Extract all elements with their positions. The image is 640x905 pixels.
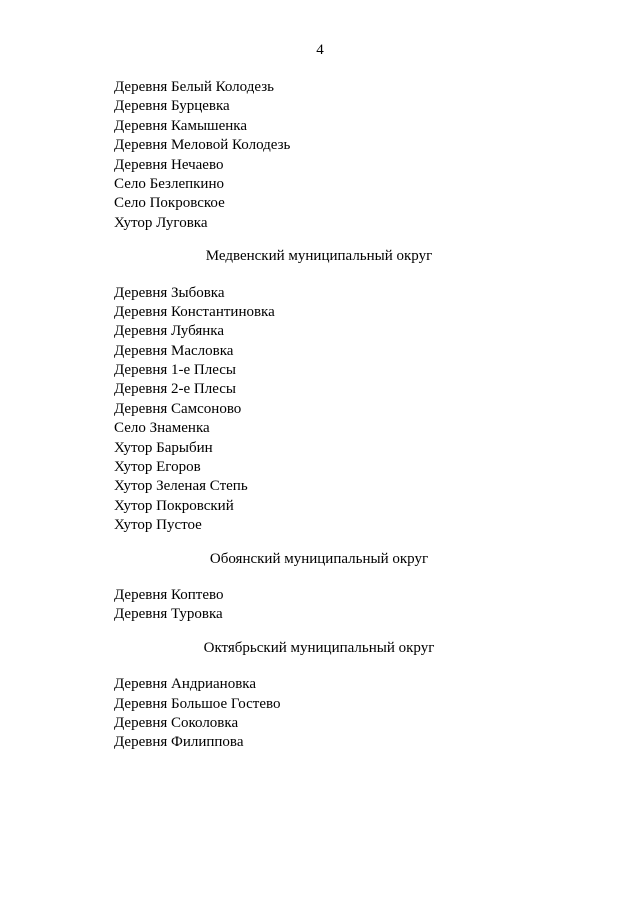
section-heading: Медвенский муниципальный округ bbox=[205, 248, 433, 265]
section-list bbox=[114, 78, 544, 233]
list-item: Хутор Егоров bbox=[114, 459, 201, 476]
list-item: Деревня Филиппова bbox=[114, 734, 244, 751]
list-item: Хутор Покровский bbox=[114, 497, 234, 514]
list-item: Деревня Меловой Колодезь bbox=[114, 137, 291, 154]
page-number: 4 bbox=[316, 42, 324, 58]
list-item: Деревня 2-е Плесы bbox=[114, 381, 236, 398]
list-item: Хутор Зеленая Степь bbox=[114, 478, 248, 495]
list-item: Деревня Туровка bbox=[114, 606, 223, 623]
list-item: Хутор Луговка bbox=[114, 214, 208, 231]
list-item: Деревня Бурцевка bbox=[114, 98, 230, 115]
list-item: Деревня Камышенка bbox=[114, 117, 247, 134]
list-item: Село Безлепкино bbox=[114, 175, 224, 192]
section-heading: Обоянский муниципальный округ bbox=[209, 550, 429, 567]
list-item: Деревня Лубянка bbox=[114, 323, 224, 340]
list-item: Деревня Константиновка bbox=[114, 303, 275, 320]
section-list bbox=[114, 675, 544, 753]
list-item: Хутор Пустое bbox=[114, 517, 202, 534]
list-item: Хутор Барыбин bbox=[114, 439, 213, 456]
list-item: Деревня 1-е Плесы bbox=[114, 362, 236, 379]
list-item: Деревня Масловка bbox=[114, 342, 234, 359]
list-item: Деревня Нечаево bbox=[114, 156, 224, 173]
list-item: Деревня Соколовка bbox=[114, 714, 239, 731]
list-item: Деревня Зыбовка bbox=[114, 284, 225, 301]
list-item: Село Покровское bbox=[114, 195, 225, 212]
list-item: Деревня Андриановка bbox=[114, 676, 256, 693]
settlement-list bbox=[114, 78, 544, 753]
list-item: Село Знаменка bbox=[114, 420, 210, 437]
list-item: Деревня Белый Колодезь bbox=[114, 79, 274, 95]
section-list bbox=[114, 586, 544, 625]
list-item: Деревня Большое Гостево bbox=[114, 695, 281, 712]
section-heading: Октябрьский муниципальный округ bbox=[203, 639, 435, 656]
list-item: Деревня Коптево bbox=[114, 587, 224, 604]
section-list bbox=[114, 284, 544, 536]
list-item: Деревня Самсоново bbox=[114, 400, 242, 417]
